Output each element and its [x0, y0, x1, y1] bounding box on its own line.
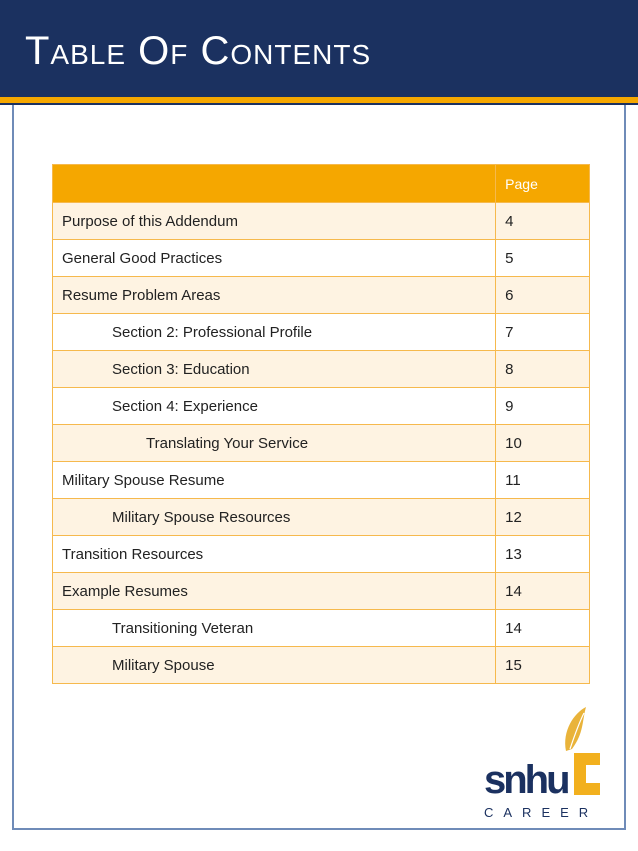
- toc-row: [53, 573, 590, 610]
- logo-wordmark: snhu: [484, 758, 568, 802]
- toc-entry-title: Example Resumes: [53, 573, 496, 610]
- toc-entry-title: General Good Practices: [53, 240, 496, 277]
- snhu-career-logo: [482, 703, 612, 823]
- toc-row: [53, 647, 590, 684]
- toc-row: [53, 314, 590, 351]
- toc-entry-page: 12: [496, 499, 590, 536]
- toc-row: [53, 388, 590, 425]
- toc-header-row: [53, 165, 590, 203]
- toc-row: [53, 610, 590, 647]
- toc-row: [53, 462, 590, 499]
- toc-entry-title: Section 3: Education: [53, 351, 496, 388]
- toc-body: [53, 203, 590, 684]
- toc-entry-page: 9: [496, 388, 590, 425]
- toc-entry-page: 15: [496, 647, 590, 684]
- toc-entry-title: Military Spouse: [53, 647, 496, 684]
- logo-career-text: CAREER: [484, 805, 599, 820]
- toc-header-title-cell: [53, 165, 496, 203]
- toc-entry-title: Section 4: Experience: [53, 388, 496, 425]
- toc-entry-page: 13: [496, 536, 590, 573]
- header-bar: [0, 0, 638, 97]
- toc-entry-page: 10: [496, 425, 590, 462]
- page-title: Table Of Contents: [25, 29, 372, 73]
- toc-entry-title: Purpose of this Addendum: [53, 203, 496, 240]
- toc-entry-title: Military Spouse Resources: [53, 499, 496, 536]
- toc-entry-page: 14: [496, 610, 590, 647]
- toc-row: [53, 240, 590, 277]
- toc-entry-page: 6: [496, 277, 590, 314]
- toc-entry-title: Transitioning Veteran: [53, 610, 496, 647]
- toc-row: [53, 425, 590, 462]
- toc-entry-page: 7: [496, 314, 590, 351]
- logo-graphic: [482, 703, 612, 823]
- toc-row: [53, 499, 590, 536]
- toc-entry-title: Resume Problem Areas: [53, 277, 496, 314]
- toc-entry-page: 5: [496, 240, 590, 277]
- toc-entry-title: Transition Resources: [53, 536, 496, 573]
- toc-entry-title: Military Spouse Resume: [53, 462, 496, 499]
- toc-row: [53, 203, 590, 240]
- toc-entry-page: 11: [496, 462, 590, 499]
- toc-row: [53, 536, 590, 573]
- toc-entry-page: 14: [496, 573, 590, 610]
- toc-entry-title: Section 2: Professional Profile: [53, 314, 496, 351]
- toc-entry-page: 8: [496, 351, 590, 388]
- toc-row: [53, 277, 590, 314]
- logo-c-shape: [574, 753, 600, 795]
- toc-row: [53, 351, 590, 388]
- toc-table: [52, 164, 590, 684]
- toc-entry-title: Translating Your Service: [53, 425, 496, 462]
- leaf-icon: [565, 707, 586, 751]
- toc-entry-page: 4: [496, 203, 590, 240]
- toc-header-page-cell: Page: [496, 165, 590, 203]
